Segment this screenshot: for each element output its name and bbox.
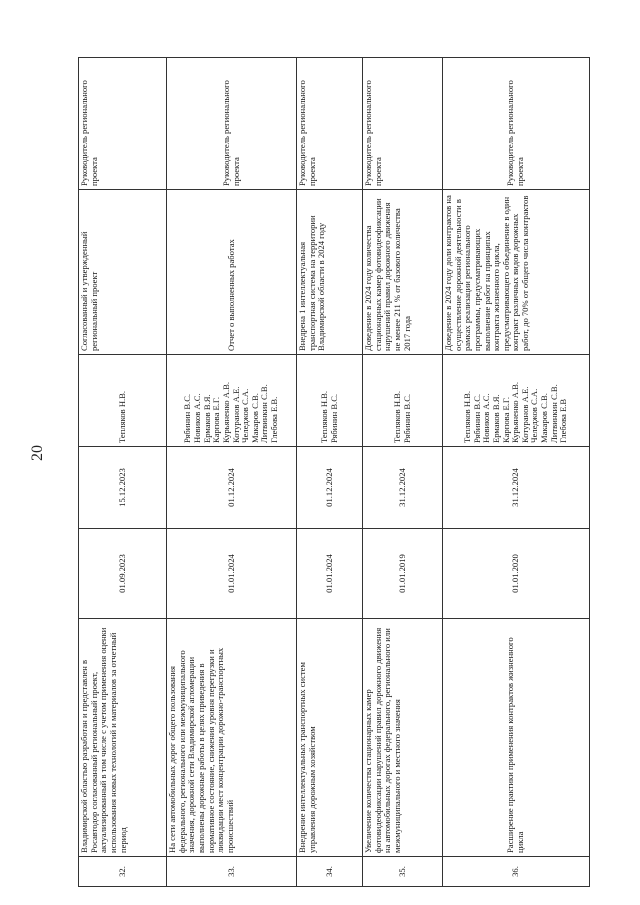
responsible-cell: Руководитель регионального проекта (79, 58, 167, 190)
task-cell: Владимирской областью разработан и представлен в Росавтодор согласованный региональный проект, актуализированный в том числе с учетом применения оценки использования новых технологий и материалов за отчетный период (79, 619, 167, 857)
responsible-cell: Руководитель регионального проекта (443, 58, 590, 190)
end-date-cell: 31.12.2024 (363, 447, 443, 529)
end-date-cell: 31.12.2024 (443, 447, 590, 529)
result-cell: Доведение в 2024 году доли контрактов на осуществление дорожной деятельности в рамках реализации регионального программы, предусматривающих выполнение работ на принципах контракта жизненного цикла, предусматривающего объединение в один контракт различных видов дорожных работ, до 70% от общего числа контрактов (443, 190, 590, 355)
executors-cell: Рябинин В.С. Новиков А.С. Ермаков В.Я. Карпова Е.Г. Курьяненко А.В. Котуранов А.Е. Челеджов С.А. Макаров С.В. Литвинкин С.В. Глебова Е.В. (167, 355, 297, 447)
row-number: 34. (297, 857, 363, 887)
executors-cell: Тепляков Н.В. (79, 355, 167, 447)
table-row (443, 58, 590, 887)
activities-table (78, 57, 590, 887)
responsible-cell: Руководитель регионального проекта (297, 58, 363, 190)
row-number: 35. (363, 857, 443, 887)
result-cell: Согласованный и утвержденный региональный проект (79, 190, 167, 355)
start-date-cell: 01.01.2024 (297, 529, 363, 619)
start-date-cell: 01.01.2019 (363, 529, 443, 619)
table-container (78, 58, 589, 887)
result-cell: Внедрена 1 интеллектуальная транспортная система на территории Владимирской области в 2024 году (297, 190, 363, 355)
start-date-cell: 01.01.2024 (167, 529, 297, 619)
table-row (167, 58, 297, 887)
end-date-cell: 15.12.2023 (79, 447, 167, 529)
responsible-cell: Руководитель регионального проекта (363, 58, 443, 190)
result-cell: Доведение в 2024 году количества стационарных камер фотовидеофиксации нарушений правил дорожного движения не менее 211 % от базового количества 2017 года (363, 190, 443, 355)
table-row (297, 58, 363, 887)
task-cell: Расширение практики применения контрактов жизненного цикла (443, 619, 590, 857)
task-cell: Увеличение количества стационарных камер фотовидеофиксации нарушений правил дорожного движения на автомобильных дорогах федерального, регионального или межмуниципального и местного значения (363, 619, 443, 857)
executors-cell: Тепляков Н.В. Рябинин В.С. (297, 355, 363, 447)
page-number: 20 (29, 445, 46, 461)
responsible-cell: Руководитель регионального проекта (167, 58, 297, 190)
end-date-cell: 01.12.2024 (297, 447, 363, 529)
row-number: 32. (79, 857, 167, 887)
executors-cell: Тепляков Н.В. Рябинин В.С. (363, 355, 443, 447)
row-number: 36. (443, 857, 590, 887)
task-cell: Внедрение интеллектуальных транспортных систем управления дорожным хозяйством (297, 619, 363, 857)
executors-cell: Тепляков Н.В. Рябинин В.С. Новиков А.С. Ермаков В.Я. Карпова Е.Г. Курьяненко А.В. Котуранов А.Е. Челеджов С.А. Макаров С.В. Литвинкин С.В. Глебова Е.В (443, 355, 590, 447)
table-row (363, 58, 443, 887)
start-date-cell: 01.01.2020 (443, 529, 590, 619)
result-cell: Отчет о выполненных работах (167, 190, 297, 355)
row-number: 33. (167, 857, 297, 887)
task-cell: На сети автомобильных дорог общего пользования федерального, регионального или межмуниципального значения, дорожной сети Владимирской агломерации выполнены дорожные работы в целях приведения в нормативное состояние, снижения уровня перегрузки и ликвидации мест концентрации дорожно-транспортных происшествий (167, 619, 297, 857)
start-date-cell: 01.09.2023 (79, 529, 167, 619)
table-row (79, 58, 167, 887)
end-date-cell: 01.12.2024 (167, 447, 297, 529)
